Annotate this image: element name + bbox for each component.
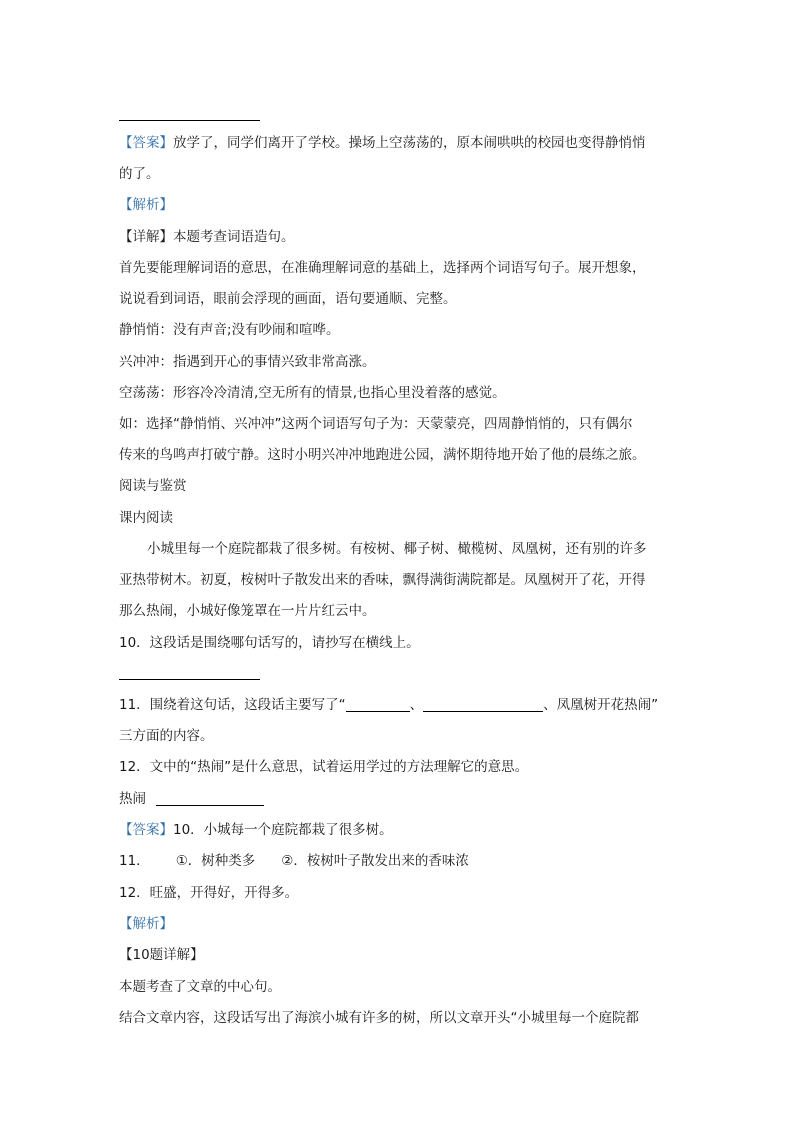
detail-line: 首先要能理解词语的意思，在准确理解词意的基础上，选择两个词语写句子。展开想象， [119, 260, 646, 276]
detail-line: 【详解】本题考查词语造句。 [119, 229, 295, 245]
answer-text: 放学了，同学们离开了学校。操场上空荡荡的，原本闹哄哄的校园也变得静悄悄 [173, 135, 646, 151]
definition-line: 静悄悄：没有声音;没有吵闹和喧哗。 [119, 322, 340, 338]
q11-text-end: 、凤凰树开花热闹” [543, 697, 659, 713]
q10-answer-blank [119, 679, 260, 680]
answer-11-number: 11． [119, 853, 150, 869]
question-11-cont: 三方面的内容。 [119, 728, 214, 744]
answer-11-part-2: ②．桉树叶子散发出来的香味浓 [281, 853, 469, 869]
answer-text-cont: 的了。 [119, 166, 160, 182]
detail-line: 说说看到词语，眼前会浮现的画面，语句要通顺、完整。 [119, 291, 457, 307]
answer-11-part-1: ①．树种类多 [175, 853, 256, 869]
passage-line: 亚热带树木。初夏，桉树叶子散发出来的香味，飘得满街满院都是。凤凰树开了花，开得 [119, 572, 646, 588]
answer-line-1 [119, 133, 679, 153]
q11-blank-2 [423, 697, 543, 712]
analysis2-tag: 【解析】 [119, 916, 173, 932]
example-line: 如：选择“静悄悄、兴冲冲”这两个词语写句子为：天蒙蒙亮，四周静悄悄的，只有偶尔 [119, 416, 633, 432]
passage-line: 那么热闹，小城好像笼罩在一片片红云中。 [119, 603, 376, 619]
passage-line: 小城里每一个庭院都栽了很多树。有桉树、椰子树、橄榄树、凤凰树，还有别的许多 [147, 541, 647, 557]
answer-blank-line [119, 120, 260, 121]
question-11 [119, 695, 679, 715]
definition-line: 空荡荡：形容冷冷清清,空无所有的情景,也指心里没着落的感觉。 [119, 385, 506, 401]
q11-separator: 、 [409, 697, 424, 713]
question-12: 12．文中的“热闹”是什么意思，试着运用学过的方法理解它的意思。 [119, 759, 529, 775]
detail10-line: 本题考查了文章的中心句。 [119, 979, 281, 995]
answer-line-2 [119, 164, 679, 184]
answer-10: 10．小城每一个庭院都栽了很多树。 [173, 822, 393, 838]
detail10-heading: 【10题详解】 [119, 947, 204, 963]
question-10: 10．这段话是围绕哪句话写的，请抄写在横线上。 [119, 635, 420, 651]
answer-tag: 【答案】 [119, 135, 173, 151]
answer-12: 12．旺盛，开得好，开得多。 [119, 885, 299, 901]
answer2-tag: 【答案】 [119, 822, 173, 838]
q12-blank [156, 791, 264, 806]
section-subheading: 课内阅读 [119, 510, 173, 526]
detail10-line: 结合文章内容，这段话写出了海滨小城有许多的树，所以文章开头“小城里每一个庭院都 [119, 1010, 639, 1026]
q12-word-line [119, 789, 679, 809]
q11-text: 11．围绕着这句话，这段话主要写了“ [119, 697, 346, 713]
q12-word: 热闹 [119, 791, 146, 807]
answer2-line-10 [119, 820, 679, 840]
q11-blank-1 [346, 697, 410, 712]
answer2-line-11 [119, 851, 679, 871]
definition-line: 兴冲冲：指遇到开心的事情兴致非常高涨。 [119, 354, 376, 370]
analysis-tag: 【解析】 [119, 197, 173, 213]
example-line: 传来的鸟鸣声打破宁静。这时小明兴冲冲地跑进公园，满怀期待地开始了他的晨练之旅。 [119, 447, 646, 463]
section-heading: 阅读与鉴赏 [119, 478, 187, 494]
